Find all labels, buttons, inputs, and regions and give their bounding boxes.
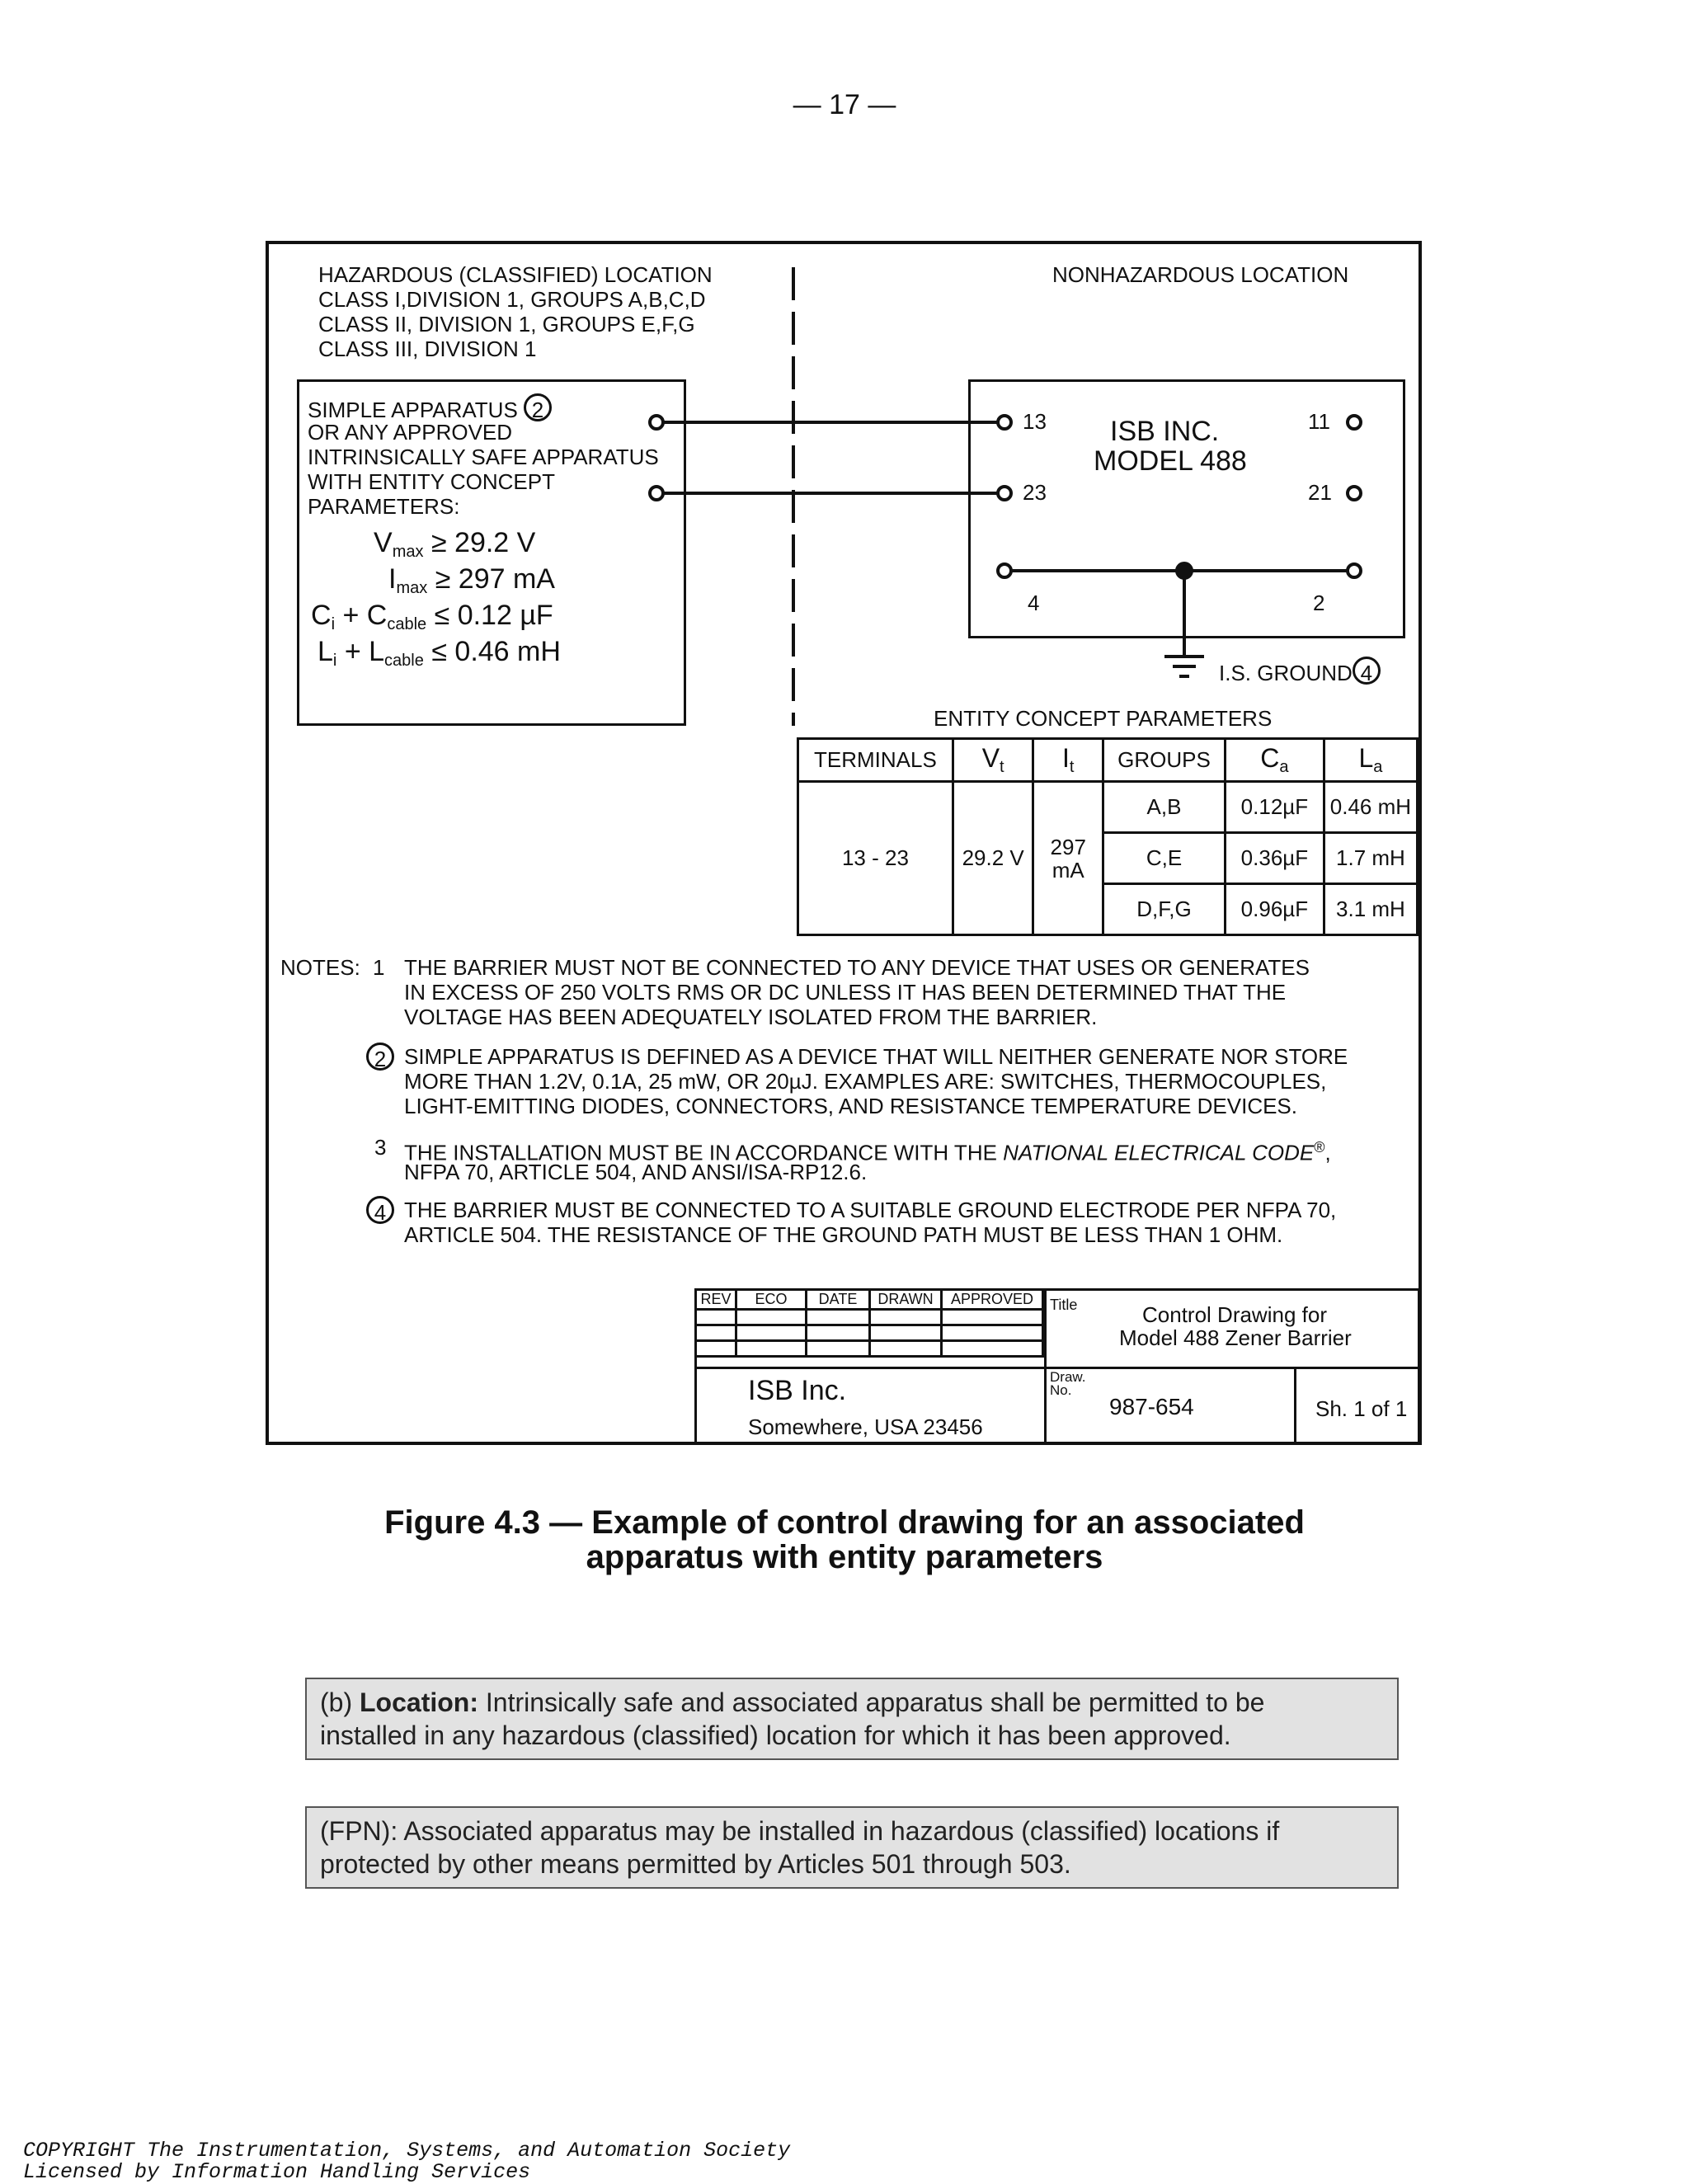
note-2-line3: LIGHT-EMITTING DIODES, CONNECTORS, AND RESISTANCE TEMPERATURE DEVICES.: [404, 1094, 1297, 1118]
drawing-title-2: Model 488 Zener Barrier: [1119, 1325, 1352, 1350]
simple-apparatus-line3: INTRINSICALLY SAFE APPARATUS: [308, 445, 659, 469]
note-3-text-a: THE INSTALLATION MUST BE IN ACCORDANCE WITH THE: [404, 1140, 1004, 1165]
location-line1: [320, 1686, 1384, 1719]
cell-terminals: 13 - 23: [798, 782, 953, 935]
location-text1: Intrinsically safe and associated apparatus shall be permitted to be: [478, 1687, 1265, 1717]
note-2-number-icon: 2: [366, 1043, 394, 1071]
date-header: DATE: [807, 1290, 870, 1310]
registered-mark: ®: [1314, 1139, 1325, 1156]
control-drawing-frame: [266, 241, 1422, 1445]
copyright-line1: COPYRIGHT The Instrumentation, Systems, and Automation Society: [23, 2139, 791, 2163]
simple-apparatus-title: [308, 393, 552, 422]
note-ref-2-icon: 2: [524, 393, 552, 421]
drawing-number: 987-654: [1109, 1394, 1194, 1419]
header-la-sub: a: [1373, 758, 1383, 776]
entity-parameters-table: [797, 737, 1418, 936]
header-terminals: TERMINALS: [798, 739, 953, 782]
note-ref-4-icon: 4: [1353, 657, 1381, 685]
note-2-marker: [366, 1043, 394, 1071]
terminal-4-label: 4: [1028, 591, 1040, 615]
cell-group: C,E: [1103, 833, 1226, 884]
terminal-21-label: 21: [1308, 480, 1332, 505]
figure-caption-line1: Figure 4.3 — Example of control drawing for an associated: [384, 1504, 1305, 1541]
li-param: $L_i + L_{cable} \le 0.46$ mH: [318, 636, 561, 670]
rev-header: REV: [696, 1290, 736, 1310]
approved-header: APPROVED: [942, 1290, 1043, 1310]
revision-row: [696, 1325, 1043, 1341]
eco-header: ECO: [736, 1290, 807, 1310]
li-value: ≤ 0.46 mH: [431, 636, 561, 667]
header-la: [1324, 739, 1417, 782]
nonhazardous-label: NONHAZARDOUS LOCATION: [1052, 262, 1349, 287]
vmax-param: $V_{max} \ge 29.2$ V: [374, 527, 536, 561]
note-1-number: 1: [373, 955, 385, 980]
simple-apparatus-line1: SIMPLE APPARATUS: [308, 398, 518, 422]
terminal-23-label: 23: [1023, 480, 1047, 505]
note-3-italic: NATIONAL ELECTRICAL CODE: [1003, 1140, 1315, 1165]
notes-label: NOTES:: [280, 955, 360, 980]
page-number: — 17 —: [793, 89, 896, 120]
note-3-line2: NFPA 70, ARTICLE 504, AND ANSI/ISA-RP12.6.: [404, 1160, 868, 1184]
divider: [697, 1367, 1044, 1369]
header-vt-sub: t: [1000, 758, 1004, 776]
cell-la: 0.46 mH: [1324, 782, 1417, 833]
note-4-marker: [366, 1196, 394, 1225]
location-bold: Location:: [360, 1687, 478, 1717]
cell-it: 297 mA: [1033, 782, 1103, 935]
cell-la: 1.7 mH: [1324, 833, 1417, 884]
is-ground-text: I.S. GROUND: [1219, 661, 1353, 685]
note-1-line3: VOLTAGE HAS BEEN ADEQUATELY ISOLATED FROM THE BARRIER.: [404, 1005, 1098, 1029]
revision-row: [696, 1310, 1043, 1325]
title-label: Title: [1050, 1297, 1078, 1313]
header-it: [1033, 739, 1103, 782]
sheet-number: Sh. 1 of 1: [1315, 1396, 1408, 1421]
copyright-line2: Licensed by Information Handling Services: [23, 2160, 531, 2184]
company-name: ISB Inc.: [748, 1375, 847, 1406]
cell-group: A,B: [1103, 782, 1226, 833]
location-label: (b): [320, 1687, 360, 1717]
hazardous-line-2: CLASS I,DIVISION 1, GROUPS A,B,C,D: [318, 287, 706, 312]
drawing-title-1: Control Drawing for: [1142, 1302, 1327, 1327]
fpn-line2: protected by other means permitted by Articles 501 through 503.: [320, 1849, 1071, 1879]
header-ca-sub: a: [1279, 758, 1289, 776]
terminal-13-label: 13: [1023, 409, 1047, 434]
hazardous-line-4: CLASS III, DIVISION 1: [318, 337, 537, 361]
cell-ca: 0.36µF: [1225, 833, 1324, 884]
note-4-number-icon: 4: [366, 1196, 394, 1224]
cell-vt: 29.2 V: [953, 782, 1033, 935]
divider: [1294, 1367, 1296, 1445]
draw-no-label-1: Draw.: [1050, 1369, 1086, 1385]
revision-row: [696, 1341, 1043, 1357]
ci-param: $C_i + C_{cable} \le 0.12$ µF: [311, 600, 553, 633]
note-3-text-b: ,: [1324, 1140, 1331, 1165]
note-1-line2: IN EXCESS OF 250 VOLTS RMS OR DC UNLESS IT HAS BEEN DETERMINED THAT THE: [404, 980, 1287, 1005]
hazardous-line-1: HAZARDOUS (CLASSIFIED) LOCATION: [318, 262, 713, 287]
cell-ca: 0.96µF: [1225, 884, 1324, 935]
vmax-value: ≥ 29.2 V: [430, 527, 536, 558]
note-1-line1: THE BARRIER MUST NOT BE CONNECTED TO ANY DEVICE THAT USES OR GENERATES: [404, 955, 1310, 980]
is-ground-label: [1219, 657, 1381, 685]
note-3-number: 3: [374, 1135, 387, 1160]
cell-la: 3.1 mH: [1324, 884, 1417, 935]
note-2-line2: MORE THAN 1.2V, 0.1A, 25 mW, OR 20µJ. EXAMPLES ARE: SWITCHES, THERMOCOUPLES,: [404, 1069, 1327, 1094]
drawn-header: DRAWN: [870, 1290, 942, 1310]
header-groups: GROUPS: [1103, 739, 1226, 782]
draw-no-label-2: No.: [1050, 1382, 1072, 1398]
note-4-line2: ARTICLE 504. THE RESISTANCE OF THE GROUND PATH MUST BE LESS THAN 1 OHM.: [404, 1222, 1283, 1247]
title-block: [694, 1288, 1420, 1445]
hazardous-line-3: CLASS II, DIVISION 1, GROUPS E,F,G: [318, 312, 695, 337]
cell-ca: 0.12µF: [1225, 782, 1324, 833]
note-4-line1: THE BARRIER MUST BE CONNECTED TO A SUITABLE GROUND ELECTRODE PER NFPA 70,: [404, 1198, 1337, 1222]
simple-apparatus-line5: PARAMETERS:: [308, 494, 460, 519]
header-vt: [953, 739, 1033, 782]
cell-group: D,F,G: [1103, 884, 1226, 935]
header-it-text: I: [1062, 743, 1070, 773]
divider: [1044, 1367, 1420, 1369]
company-address: Somewhere, USA 23456: [748, 1414, 983, 1439]
entity-table-title: ENTITY CONCEPT PARAMETERS: [934, 706, 1273, 731]
simple-apparatus-line4: WITH ENTITY CONCEPT: [308, 469, 555, 494]
figure-caption-line2: apparatus with entity parameters: [586, 1539, 1103, 1575]
note-2-line1: SIMPLE APPARATUS IS DEFINED AS A DEVICE THAT WILL NEITHER GENERATE NOR STORE: [404, 1044, 1348, 1069]
simple-apparatus-box: [297, 379, 686, 726]
header-vt-text: V: [981, 743, 1000, 773]
ci-value: ≤ 0.12 µF: [434, 600, 553, 631]
barrier-model: MODEL 488: [1094, 445, 1247, 477]
terminal-11-label: 11: [1308, 409, 1330, 434]
imax-value: ≥ 297 mA: [435, 563, 555, 595]
header-la-text: L: [1358, 743, 1374, 773]
header-ca-text: C: [1260, 743, 1280, 773]
location-text-box: [305, 1678, 1399, 1760]
header-it-sub: t: [1069, 758, 1075, 776]
revision-table: [694, 1288, 1044, 1358]
imax-param: $I_{max} \ge 297$ mA: [388, 563, 555, 597]
location-line2: installed in any hazardous (classified) location for which it has been approved.: [320, 1720, 1231, 1750]
fpn-line1: (FPN): Associated apparatus may be installed in hazardous (classified) locations if: [320, 1816, 1280, 1846]
table-row: [798, 782, 1418, 833]
terminal-2-label: 2: [1313, 591, 1325, 615]
barrier-name: ISB INC.: [1110, 416, 1220, 447]
header-ca: [1225, 739, 1324, 782]
fpn-text-box: [305, 1806, 1399, 1889]
simple-apparatus-line2: OR ANY APPROVED: [308, 420, 513, 445]
